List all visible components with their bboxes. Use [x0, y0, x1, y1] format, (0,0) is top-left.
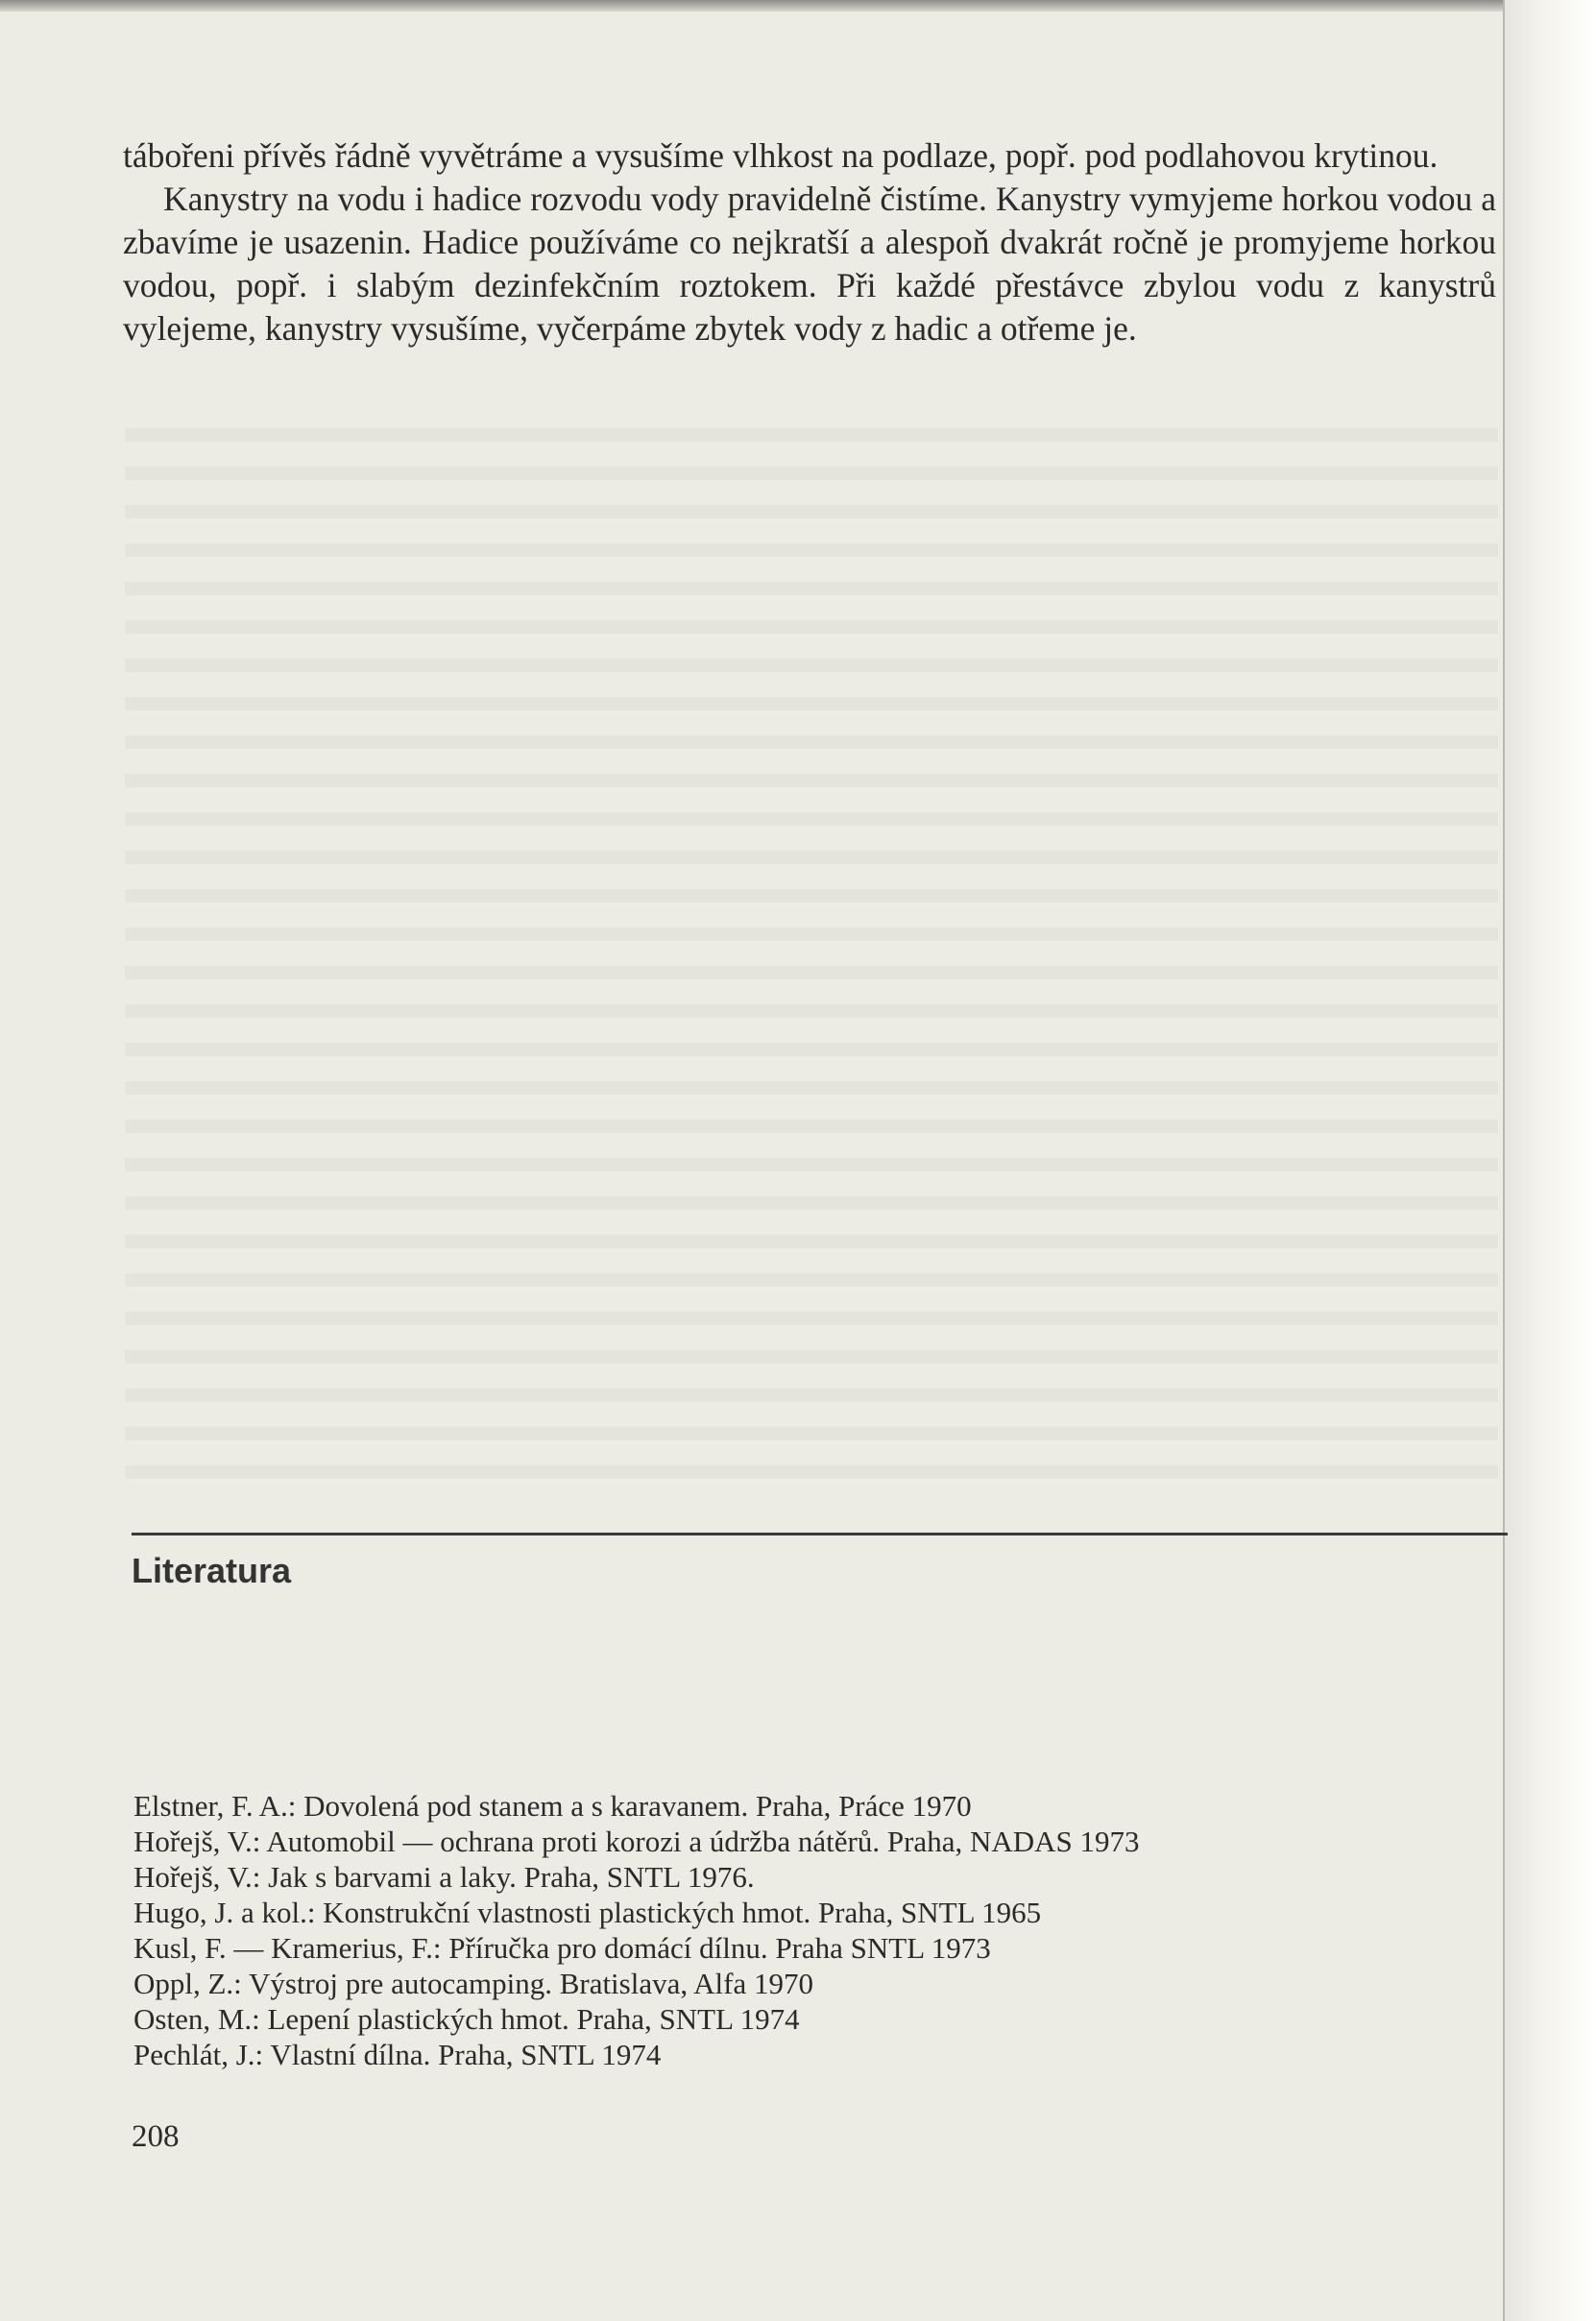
paragraph-canisters: Kanystry na vodu i hadice rozvodu vody pravidelně čistíme. Kanystry vymyjeme horkou vodou a zbavíme je usazenin. Hadice používáme co nejkratší a alespoň dvakrát ročně je promyjeme horkou vodou, popř. i slabým dezinfekčním roztokem. Při každé přestávce zbylou vodu z kanystrů vylejeme, kanystry vysušíme, vyčerpáme zbytek vody z hadic a otřeme je.	[123, 180, 1496, 348]
page-right-margin	[1505, 0, 1596, 2321]
literature-entry: Hořejš, V.: Automobil — ochrana proti korozi a údržba nátěrů. Praha, NADAS 1973	[133, 1825, 1140, 1858]
literature-entry: Hugo, J. a kol.: Konstrukční vlastnosti plastických hmot. Praha, SNTL 1965	[133, 1896, 1042, 1929]
page-fold-line	[1503, 0, 1505, 2321]
show-through-texture	[125, 403, 1498, 1498]
body-text	[123, 134, 1496, 351]
literature-entry: Pechlát, J.: Vlastní dílna. Praha, SNTL 1974	[133, 2038, 662, 2071]
paragraph-continuation: tábořeni přívěs řádně vyvětráme a vysušíme vlhkost na podlaze, popř. pod podlahovou krytinou.	[123, 136, 1439, 175]
literature-entry: Osten, M.: Lepení plastických hmot. Praha, SNTL 1974	[133, 2002, 800, 2036]
literature-entry: Kusl, F. — Kramerius, F.: Příručka pro domácí dílnu. Praha SNTL 1973	[133, 1931, 991, 1965]
literature-list	[133, 1788, 1478, 2072]
literature-heading: Literatura	[132, 1551, 292, 1590]
literature-entry: Hořejš, V.: Jak s barvami a laky. Praha, SNTL 1976.	[133, 1860, 755, 1894]
section-divider	[132, 1533, 1508, 1535]
page-number: 208	[132, 2119, 180, 2154]
page-top-edge	[0, 0, 1596, 12]
literature-entry: Elstner, F. A.: Dovolená pod stanem a s karavanem. Praha, Práce 1970	[133, 1789, 972, 1823]
literature-entry: Oppl, Z.: Výstroj pre autocamping. Bratislava, Alfa 1970	[133, 1967, 813, 2000]
